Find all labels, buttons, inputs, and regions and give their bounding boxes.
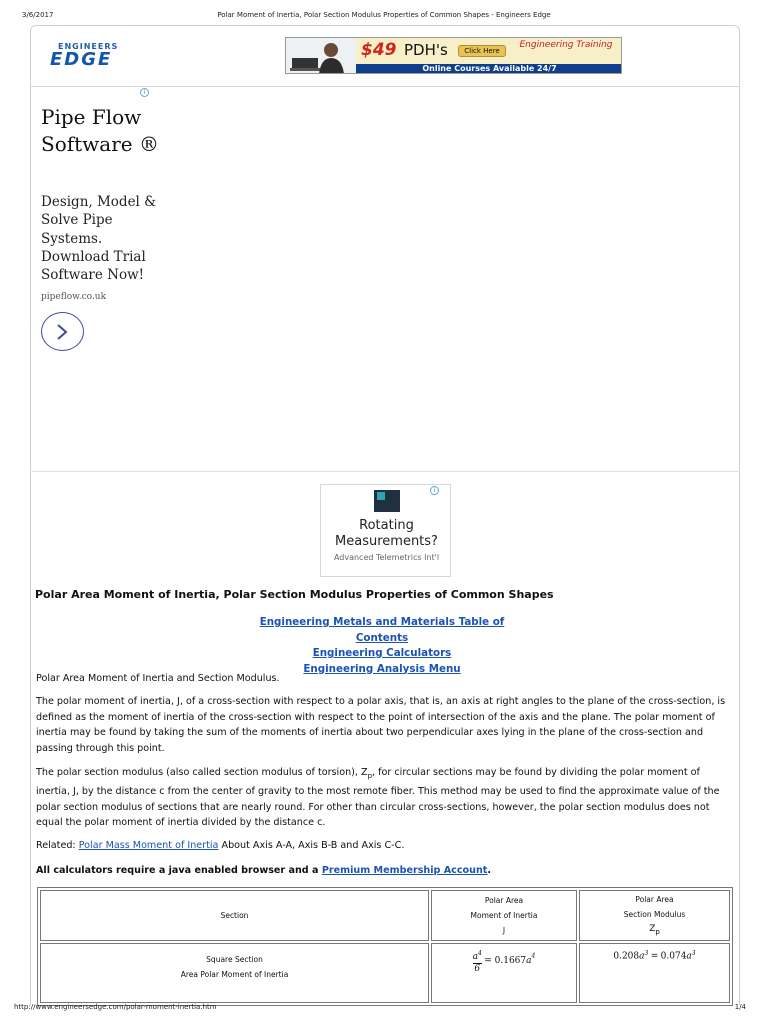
link-premium-membership[interactable]: Premium Membership Account xyxy=(321,865,488,876)
banner-person-image xyxy=(286,38,356,74)
ad-thumbnail xyxy=(374,490,400,512)
ad-separator xyxy=(30,471,740,472)
print-date: 3/6/2017 xyxy=(22,11,54,19)
print-header xyxy=(0,11,768,23)
ad-advertiser: Advanced Telemetrics Int'l xyxy=(333,553,440,562)
table-row xyxy=(40,943,730,1003)
link-analysis-menu[interactable]: Engineering Analysis Menu xyxy=(303,662,461,675)
print-title: Polar Moment of Inertia, Polar Section Modulus Properties of Common Shapes - Engineers Edge xyxy=(217,11,551,19)
ad-title[interactable]: Pipe Flow Software ® xyxy=(41,105,159,156)
adchoices-icon[interactable]: i xyxy=(430,486,439,495)
print-footer xyxy=(0,1003,768,1015)
nav-links xyxy=(232,615,532,677)
site-logo[interactable] xyxy=(50,42,142,70)
banner-strip: Online Courses Available 24/7 xyxy=(356,64,622,73)
header-modulus: Polar Area Section Modulus $Z_p$ xyxy=(579,890,730,941)
paragraph-polar-moment: The polar moment of inertia, J, of a cross-section with respect to a polar axis, that is, an axis at right angles to the plane of the cross-section, is defined as the moment of inertia of the cross-section with respect to the point of intersection of the axis and the plane. The polar moment of inertia may be found by taking the sum of the moments of inertia about two perpendicular axes lying in the plane of the cross-section and passing through this point. xyxy=(36,696,726,754)
ad-headline: Rotating Measurements? xyxy=(335,518,438,549)
banner-product: PDH's xyxy=(404,41,448,59)
ad-url[interactable]: pipeflow.co.uk xyxy=(41,292,107,302)
chevron-right-icon xyxy=(55,324,69,340)
logo-main-text: EDGE xyxy=(50,49,113,70)
related-line: Related: Polar Mass Moment of Inertia About Axis A-A, Axis B-B and Axis C-C. xyxy=(36,840,405,851)
page-title: Polar Area Moment of Inertia, Polar Section Modulus Properties of Common Shapes xyxy=(35,588,554,601)
print-page-number: 1/4 xyxy=(734,1003,746,1011)
ad-next-button[interactable] xyxy=(41,312,84,351)
banner-price: $49 xyxy=(361,40,397,60)
link-materials-toc[interactable]: Engineering Metals and Materials Table of Contents xyxy=(259,616,505,644)
cell-moment-formula: $\frac{a^4}{6}$ = $0.1667a^4$ xyxy=(431,943,577,1003)
banner-click-here-button[interactable]: Click Here xyxy=(458,45,506,57)
logo-top-text: ENGINEERS xyxy=(58,42,119,51)
header-section: Section xyxy=(40,890,429,941)
header-moment: Polar Area Moment of Inertia J xyxy=(431,890,577,941)
header-divider xyxy=(30,86,740,87)
paragraph-section-modulus: The polar section modulus (also called section modulus of torsion), $Z_p$, for circular sections may be found by dividing the polar moment of inertia, J, by the distance c from the center of gravity to the most remote fiber. This method may be used to find the approximate value of the polar section modulus of sections that are nearly round. For other than circular cross-sections, however, the polar section modulus does not equal the polar moment of inertia divided by the distance c. xyxy=(36,767,720,829)
cell-modulus-formula: $0.208a^3 = 0.074a^3$ xyxy=(579,943,730,1003)
link-calculators[interactable]: Engineering Calculators xyxy=(312,647,452,659)
print-url: http://www.engineersedge.com/polar-moment-inertia.htm xyxy=(14,1003,217,1011)
center-ad[interactable] xyxy=(320,484,451,577)
banner-tagline: Engineering Training xyxy=(519,40,613,50)
calculator-note: All calculators require a java enabled browser and a Premium Membership Account. xyxy=(36,865,492,876)
top-banner-ad[interactable] xyxy=(285,37,622,74)
link-polar-mass-moment[interactable]: Polar Mass Moment of Inertia xyxy=(78,840,219,851)
cell-section: Square Section Area Polar Moment of Inertia xyxy=(40,943,429,1003)
properties-table xyxy=(37,887,733,1006)
table-header-row xyxy=(40,890,730,941)
ad-body: Design, Model & Solve Pipe Systems. Download Trial Software Now! xyxy=(41,194,157,284)
adchoices-icon[interactable]: i xyxy=(140,88,149,97)
intro-text: Polar Area Moment of Inertia and Section Modulus. xyxy=(36,673,280,684)
